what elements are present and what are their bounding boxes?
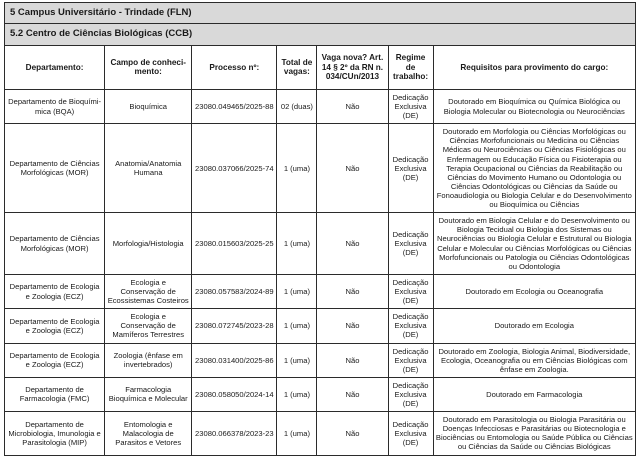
cell-regime: Dedicação Exclusiva (DE) <box>388 124 433 213</box>
cell-processo: 23080.037066/2025-74 <box>192 124 277 213</box>
header-departamento: Departamento: <box>5 45 105 89</box>
cell-vaga-nova: Não <box>317 89 388 123</box>
section-title-row <box>5 3 636 24</box>
cell-departamento: Departamento de Bioquími-mica (BQA) <box>5 89 105 123</box>
table-row <box>5 213 636 275</box>
table-row <box>5 412 636 455</box>
cell-total-vagas: 02 (duas) <box>277 89 317 123</box>
table-row <box>5 343 636 377</box>
subsection-title-row <box>5 24 636 45</box>
cell-total-vagas: 1 (uma) <box>277 124 317 213</box>
subsection-title: 5.2 Centro de Ciências Biológicas (CCB) <box>5 24 636 45</box>
cell-departamento: Departamento de Ciências Morfológicas (MOR) <box>5 124 105 213</box>
cell-departamento: Departamento de Farmacologia (FMC) <box>5 377 105 411</box>
cell-requisitos: Doutorado em Farmacologia <box>433 377 635 411</box>
cell-requisitos: Doutorado em Zoologia, Biologia Animal, Biodiversidade, Ecologia, Oceanografia ou em Ciências Biológicas com ênfase em Zoologia. <box>433 343 635 377</box>
cell-requisitos: Doutorado em Biologia Celular e do Desenvolvimento ou Biologia Tecidual ou Biologia dos Sistemas ou Neurociências ou Biologia Celular e Estrutural ou Biologia Celular e Molecular ou Ciências Morfológicas ou Ciências Morfofuncionais ou Patologia ou Ciências Odontológicas ou Odontologia <box>433 213 635 275</box>
cell-departamento: Departamento de Ciências Morfológicas (MOR) <box>5 213 105 275</box>
cell-requisitos: Doutorado em Ecologia ou Oceanografia <box>433 274 635 308</box>
cell-processo: 23080.058050/2024-14 <box>192 377 277 411</box>
cell-departamento: Departamento de Microbiologia, Imunologia e Parasitologia (MIP) <box>5 412 105 455</box>
cell-vaga-nova: Não <box>317 309 388 343</box>
cell-campo: Zoologia (ênfase em invertebrados) <box>105 343 192 377</box>
header-campo-conhecimento: Campo de conheci-mento: <box>105 45 192 89</box>
cell-vaga-nova: Não <box>317 377 388 411</box>
cell-processo: 23080.057583/2024-89 <box>192 274 277 308</box>
cell-regime: Dedicação Exclusiva (DE) <box>388 343 433 377</box>
cell-regime: Dedicação Exclusiva (DE) <box>388 309 433 343</box>
table-row <box>5 377 636 411</box>
section-title: 5 Campus Universitário - Trindade (FLN) <box>5 3 636 24</box>
cell-total-vagas: 1 (uma) <box>277 412 317 455</box>
cell-requisitos: Doutorado em Morfologia ou Ciências Morfológicas ou Ciências Morfofuncionais ou Medicina ou Ciências Médicas ou Neurociências ou Ciências Fisiológicas ou Enfermagem ou Educação Física ou Fisioterapia ou Terapia Ocupacional ou Ciências da Reabilitação ou Ciências do Movimento Humano ou Odontologia ou Ciências Odontológicas ou Ciências da Saúde ou Fonoaudiologia ou Biologia Celular e do Desenvolvimento ou Bioquímica ou Ciências <box>433 124 635 213</box>
cell-total-vagas: 1 (uma) <box>277 213 317 275</box>
cell-processo: 23080.066378/2023-23 <box>192 412 277 455</box>
cell-campo: Anatomia/Anatomia Humana <box>105 124 192 213</box>
table-row <box>5 274 636 308</box>
cell-vaga-nova: Não <box>317 124 388 213</box>
cell-processo: 23080.049465/2025-88 <box>192 89 277 123</box>
header-processo: Processo nº: <box>192 45 277 89</box>
cell-total-vagas: 1 (uma) <box>277 343 317 377</box>
table-row <box>5 309 636 343</box>
cell-processo: 23080.015603/2025-25 <box>192 213 277 275</box>
cell-campo: Ecologia e Conservação de Ecossistemas Costeiros <box>105 274 192 308</box>
vacancy-table <box>4 2 636 456</box>
cell-departamento: Departamento de Ecologia e Zoologia (ECZ) <box>5 274 105 308</box>
cell-departamento: Departamento de Ecologia e Zoologia (ECZ) <box>5 309 105 343</box>
cell-regime: Dedicação Exclusiva (DE) <box>388 274 433 308</box>
table-row <box>5 89 636 123</box>
cell-campo: Bioquímica <box>105 89 192 123</box>
cell-campo: Entomologia e Malacologia de Parasitos e Vetores <box>105 412 192 455</box>
cell-total-vagas: 1 (uma) <box>277 274 317 308</box>
cell-processo: 23080.031400/2025-86 <box>192 343 277 377</box>
cell-regime: Dedicação Exclusiva (DE) <box>388 377 433 411</box>
cell-vaga-nova: Não <box>317 343 388 377</box>
cell-requisitos: Doutorado em Bioquímica ou Química Biológica ou Biologia Molecular ou Biotecnologia ou Neurociências <box>433 89 635 123</box>
cell-campo: Morfologia/Histologia <box>105 213 192 275</box>
cell-campo: Ecologia e Conservação de Mamíferos Terrestres <box>105 309 192 343</box>
cell-requisitos: Doutorado em Ecologia <box>433 309 635 343</box>
table-header-row <box>5 45 636 89</box>
header-regime-trabalho: Regime de trabalho: <box>388 45 433 89</box>
cell-total-vagas: 1 (uma) <box>277 309 317 343</box>
table-row <box>5 124 636 213</box>
header-vaga-nova: Vaga nova? Art. 14 § 2º da RN n. 034/CUn/2013 <box>317 45 388 89</box>
cell-total-vagas: 1 (uma) <box>277 377 317 411</box>
header-total-vagas: Total de vagas: <box>277 45 317 89</box>
cell-regime: Dedicação Exclusiva (DE) <box>388 89 433 123</box>
cell-vaga-nova: Não <box>317 412 388 455</box>
cell-vaga-nova: Não <box>317 213 388 275</box>
cell-departamento: Departamento de Ecologia e Zoologia (ECZ) <box>5 343 105 377</box>
cell-processo: 23080.072745/2023-28 <box>192 309 277 343</box>
cell-campo: Farmacologia Bioquímica e Molecular <box>105 377 192 411</box>
header-requisitos: Requisitos para provimento do cargo: <box>433 45 635 89</box>
cell-vaga-nova: Não <box>317 274 388 308</box>
cell-requisitos: Doutorado em Parasitologia ou Biologia Parasitária ou Doenças Infecciosas e Parasitárias ou Biotecnologia e Biociências ou Entomologia ou Saúde Pública ou Ciências ou Ciências da Saúde ou Ciências Biológicas <box>433 412 635 455</box>
cell-regime: Dedicação Exclusiva (DE) <box>388 412 433 455</box>
cell-regime: Dedicação Exclusiva (DE) <box>388 213 433 275</box>
